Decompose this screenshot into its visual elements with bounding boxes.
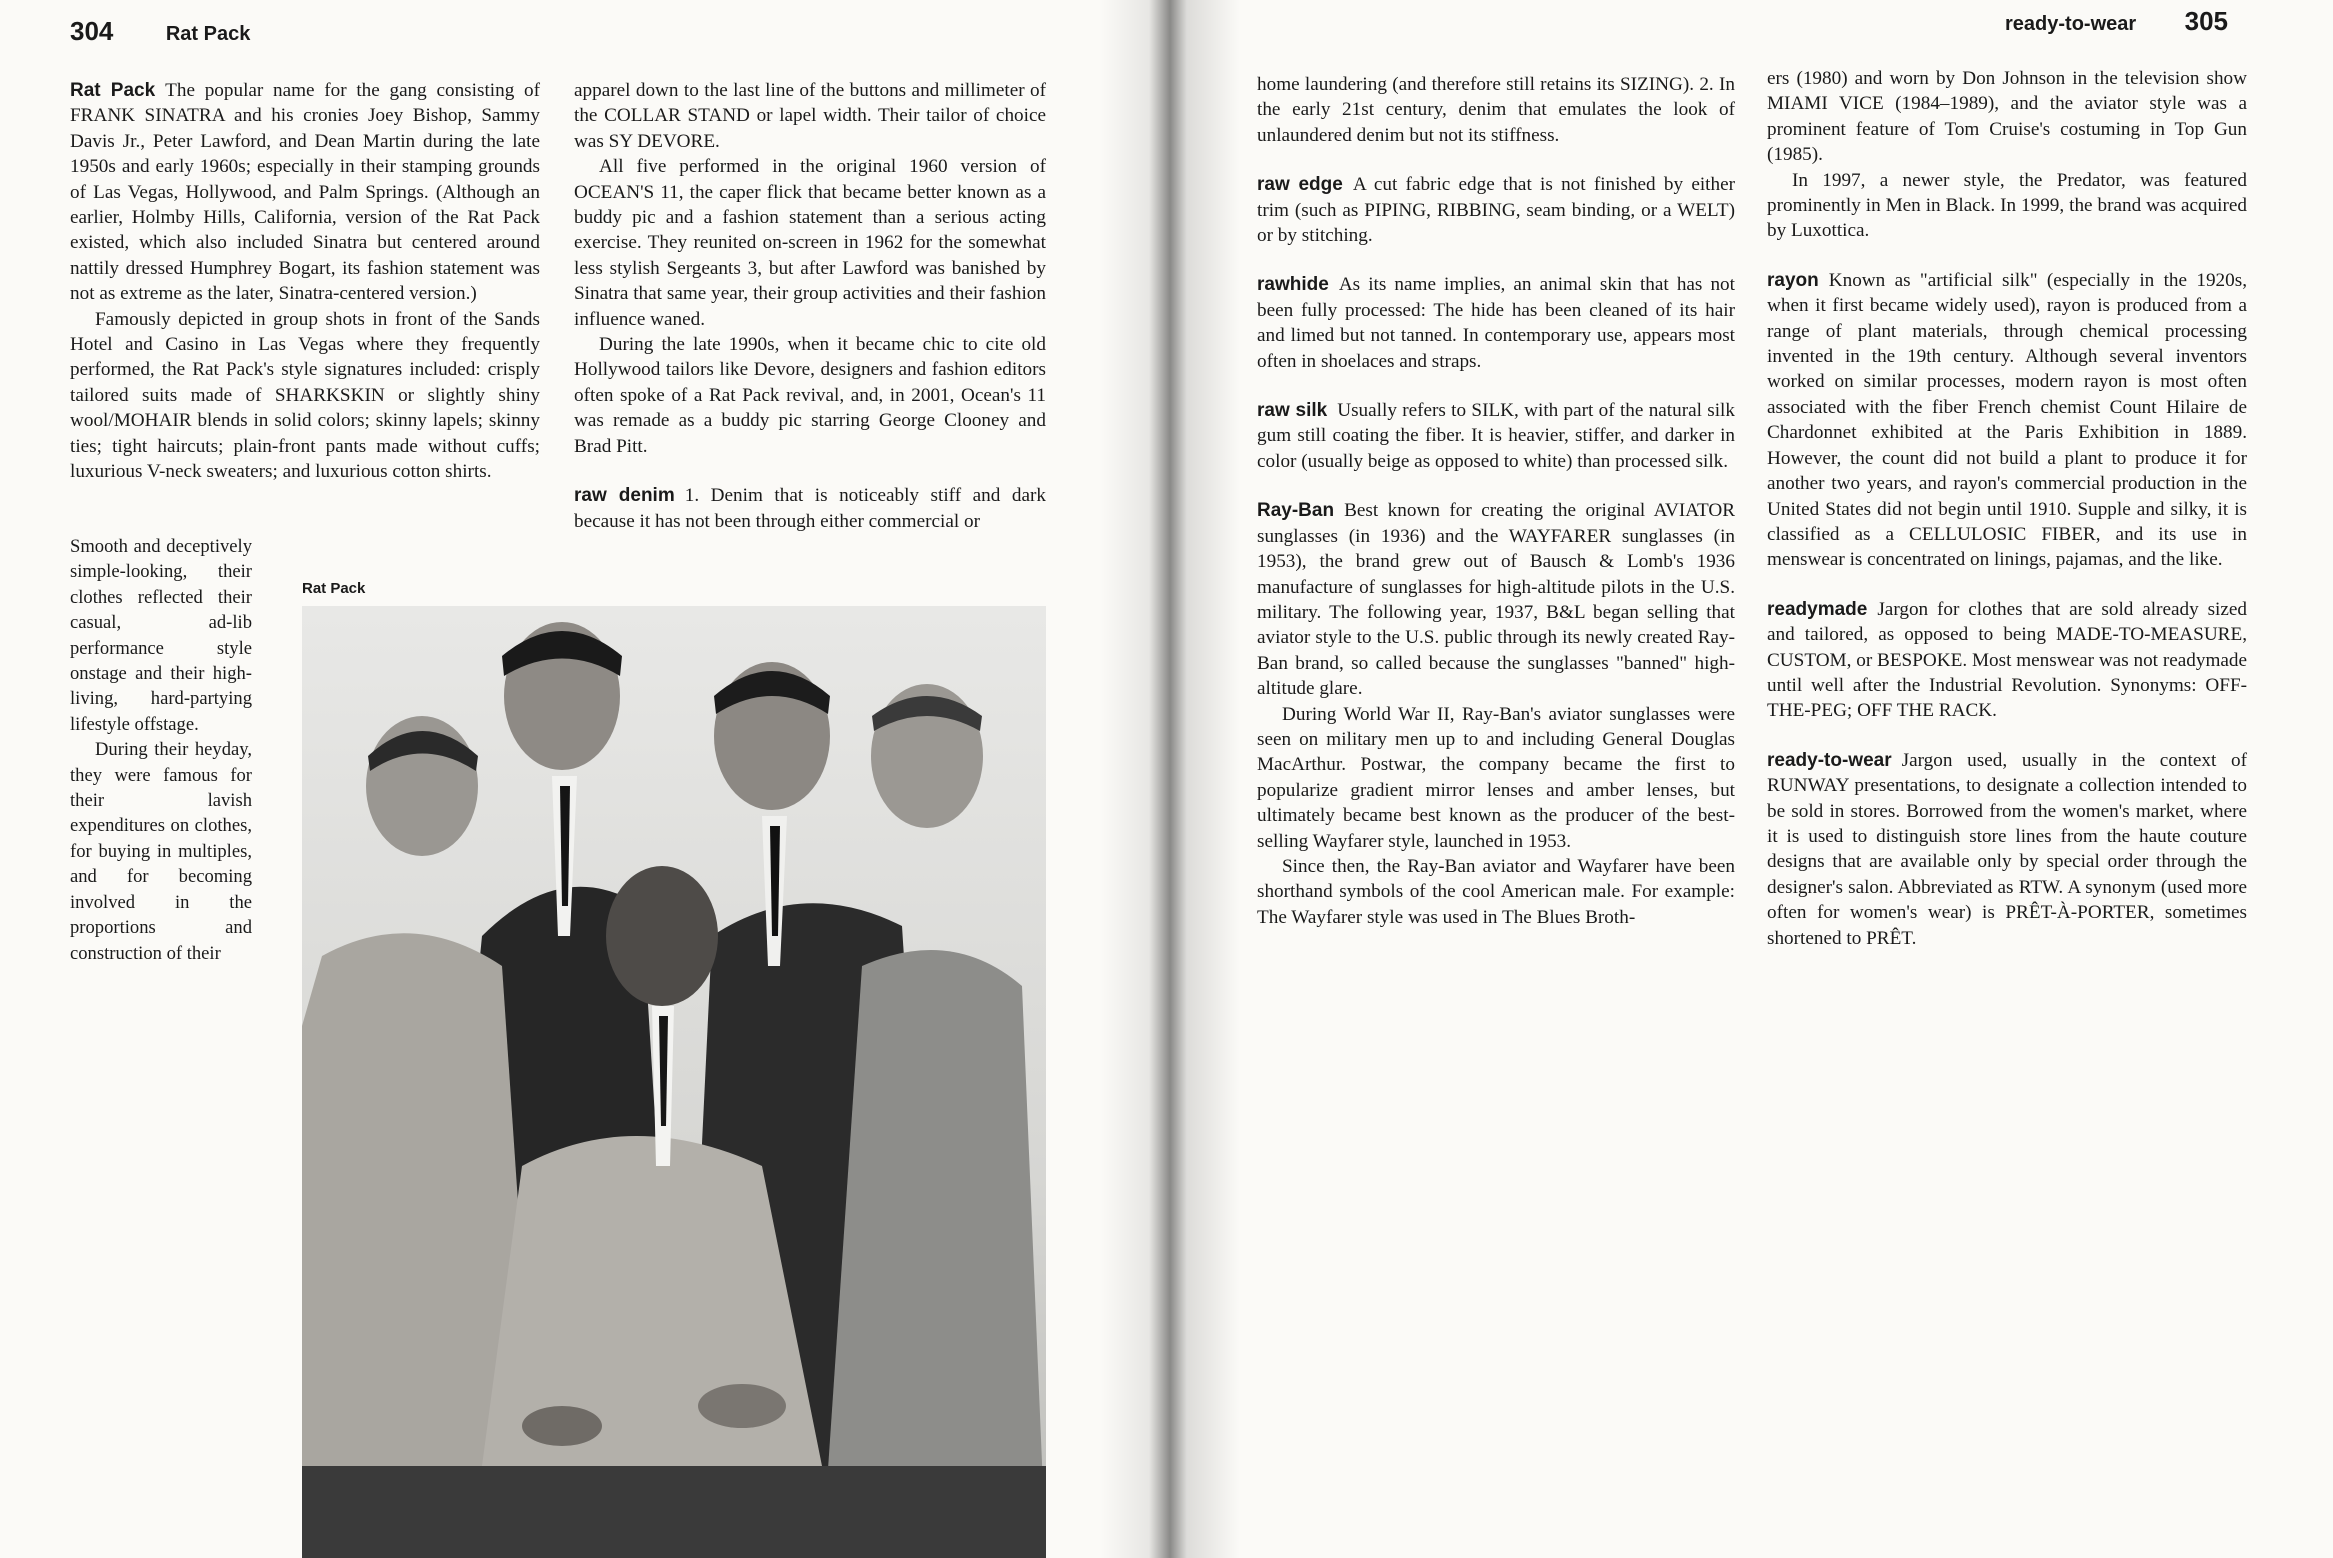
entry-text: Best known for creating the original AVIATOR sunglasses (in 1936) and the WAYFARER sunglasses (in 1953), the brand grew out of Bausch & Lomb's 1936 manufacture of sunglasses for high-altitude pilots in the U.S. military. The following year, 1937, B&L began selling that aviator style to the U.S. public through its newly created Ray-Ban brand, so called because the sunglasses "banned" high-altitude glare.	[1257, 500, 1735, 700]
entry-text: Jargon for clothes that are sold already sized and tailored, as opposed to being MADE-TO-MEASURE, CUSTOM, or BESPOKE. Most menswear was not readymade until well after the Industrial Revolution. Synonyms: OFF-THE-PEG; OFF THE RACK.	[1767, 598, 2247, 722]
entry-term: raw edge	[1257, 174, 1343, 196]
entry-text: As its name implies, an animal skin that has not been fully processed: The hide has been cleaned of its hair and limed but not tanned. In contemporary use, appears most often in shoelaces and straps.	[1257, 274, 1735, 372]
page-number: 304	[70, 16, 114, 46]
entry-readymade	[1767, 597, 2247, 724]
page-number: 305	[2184, 6, 2228, 36]
entry-rawhide	[1257, 272, 1735, 374]
paragraph: Famously depicted in group shots in front of the Sands Hotel and Casino in Las Vegas where they frequently performed, the Rat Pack's style signatures included: crisply tailored suits made of SHARKSKIN or slightly shiny wool/MOHAIR blends in solid colors; skinny lapels; skinny ties; tight haircuts; plain-front pants made without cuffs; luxurious V-neck sweaters; and luxurious cotton shirts.	[70, 308, 540, 483]
running-head: Rat Pack	[165, 23, 251, 45]
paragraph: All five performed in the original 1960 version of OCEAN'S 11, the caper flick that became better known as a buddy pic and a fashion statement than a serious acting exercise. They reunited on-screen in 1962 for the somewhat less stylish Sergeants 3, but after Lawford was banished by Sinatra that same year, their group activities and their fashion influence waned.	[574, 156, 1046, 330]
entry-text: Usually refers to SILK, with part of the natural silk gum still coating the fiber. It is heavier, stiffer, and darker in color (usually beige as opposed to white) than processed silk.	[1257, 400, 1735, 472]
entry-rat-pack	[70, 78, 540, 307]
entry-ray-ban	[1257, 498, 1735, 701]
entry-raw-denim	[574, 483, 1046, 534]
entry-term: raw silk	[1257, 400, 1328, 422]
paragraph: Since then, the Ray-Ban aviator and Wayfarer have been shorthand symbols of the cool American male. For example: The Wayfarer style was used in The Blues Broth-	[1257, 855, 1735, 928]
paragraph: In 1997, a newer style, the Predator, was featured prominently in Men in Black. In 1999, the brand was acquired by Luxottica.	[1767, 169, 2247, 242]
left-page	[0, 0, 1152, 1558]
entry-term: raw denim	[574, 485, 675, 507]
right-folio	[2005, 6, 2228, 37]
right-page	[1152, 0, 2333, 1558]
paragraph: During World War II, Ray-Ban's aviator sunglasses were seen on military men up to and including General Douglas MacArthur. Postwar, the company became the first to popularize gradient mirror lenses and amber lenses, but ultimately became best known as the producer of the best-selling Wayfarer style, launched in 1953.	[1257, 703, 1735, 852]
paragraph: apparel down to the last line of the buttons and millimeter of the COLLAR STAND or lapel width. Their tailor of choice was SY DEVORE.	[574, 80, 1046, 152]
entry-term: Ray-Ban	[1257, 500, 1335, 522]
left-column-narrow	[70, 534, 252, 966]
paragraph: During their heyday, they were famous for their lavish expenditures on clothes, for buying in multiples, and for becoming involved in the proportions and construction of their	[70, 739, 252, 964]
photo-caption: Rat Pack	[302, 580, 366, 597]
entry-ready-to-wear	[1767, 748, 2247, 951]
paragraph: ers (1980) and worn by Don Johnson in the television show MIAMI VICE (1984–1989), and the aviator style was a prominent feature of Tom Cruise's costuming in Top Gun (1985).	[1767, 68, 2247, 166]
left-folio	[70, 16, 250, 47]
entry-term: Rat Pack	[70, 80, 156, 101]
right-column-2	[1767, 66, 2247, 951]
entry-text: The popular name for the gang consisting of FRANK SINATRA and his cronies Joey Bishop, Sammy Davis Jr., Peter Lawford, and Dean Martin during the late 1950s and early 1960s; especially in their stamping grounds of Las Vegas, Hollywood, and Palm Springs. (Although an earlier, Holmby Hills, California, version of the Rat Pack existed, which also included Sinatra but centered around nattily dressed Humphrey Bogart, its fashion statement was not as extreme as the later, Sinatra-centered version.)	[70, 80, 540, 305]
entry-text: Jargon used, usually in the context of RUNWAY presentations, to designate a collection intended to be sold in stores. Borrowed from the women's market, where it is used to distinguish store lines from the haute couture designs that are available only by special order through the designer's salon. Abbreviated as RTW. A synonym (used more often for women's wear) is PRÊT-À-PORTER, sometimes shortened to PRÊT.	[1767, 749, 2247, 949]
entry-raw-silk	[1257, 398, 1735, 474]
paragraph: Smooth and deceptively simple-looking, their clothes reflected their casual, ad-lib performance style onstage and their high-living, hard-partying lifestyle offstage.	[70, 536, 252, 735]
entry-raw-edge	[1257, 172, 1735, 248]
rat-pack-photo	[302, 606, 1046, 1558]
entry-text: 1. Denim that is noticeably stiff and dark because it has not been through either commercial or	[574, 485, 1046, 532]
entry-term: ready-to-wear	[1767, 749, 1892, 771]
running-head: ready-to-wear	[2005, 13, 2137, 35]
photo-illustration	[302, 606, 1046, 1558]
entry-term: rawhide	[1257, 274, 1329, 296]
left-column-2	[574, 78, 1046, 534]
entry-text: A cut fabric edge that is not finished by either trim (such as PIPING, RIBBING, seam binding, or a WELT) or by stitching.	[1257, 174, 1736, 247]
paragraph: home laundering (and therefore still retains its SIZING). 2. In the early 21st century, denim that emulates the look of unlaundered denim but not its stiffness.	[1257, 74, 1735, 146]
entry-rayon	[1767, 268, 2247, 573]
left-column-1	[70, 78, 540, 485]
entry-term: readymade	[1767, 598, 1868, 620]
paragraph: During the late 1990s, when it became chic to cite old Hollywood tailors like Devore, designers and fashion editors often spoke of a Rat Pack revival, and, in 2001, Ocean's 11 was remade as a buddy pic starring George Clooney and Brad Pitt.	[574, 334, 1046, 457]
entry-text: Known as "artificial silk" (especially in the 1920s, when it first became widely used), rayon is produced from a range of plant materials, through chemical processing invented in the 19th century. Although several inventors worked on similar processes, modern rayon is most often associated with the fiber French chemist Count Hilaire de Chardonnet exhibited at the Paris Exhibition in 1889. However, the count did not build a plant to produce it for another two years, and rayon's commercial production in the United States did not begin until 1910. Supple and silky, it is classified as a CELLULOSIC FIBER, and its use in menswear is concentrated on linings, pajamas, and the like.	[1767, 269, 2247, 571]
right-column-1	[1257, 72, 1735, 930]
entry-term: rayon	[1767, 269, 1819, 291]
